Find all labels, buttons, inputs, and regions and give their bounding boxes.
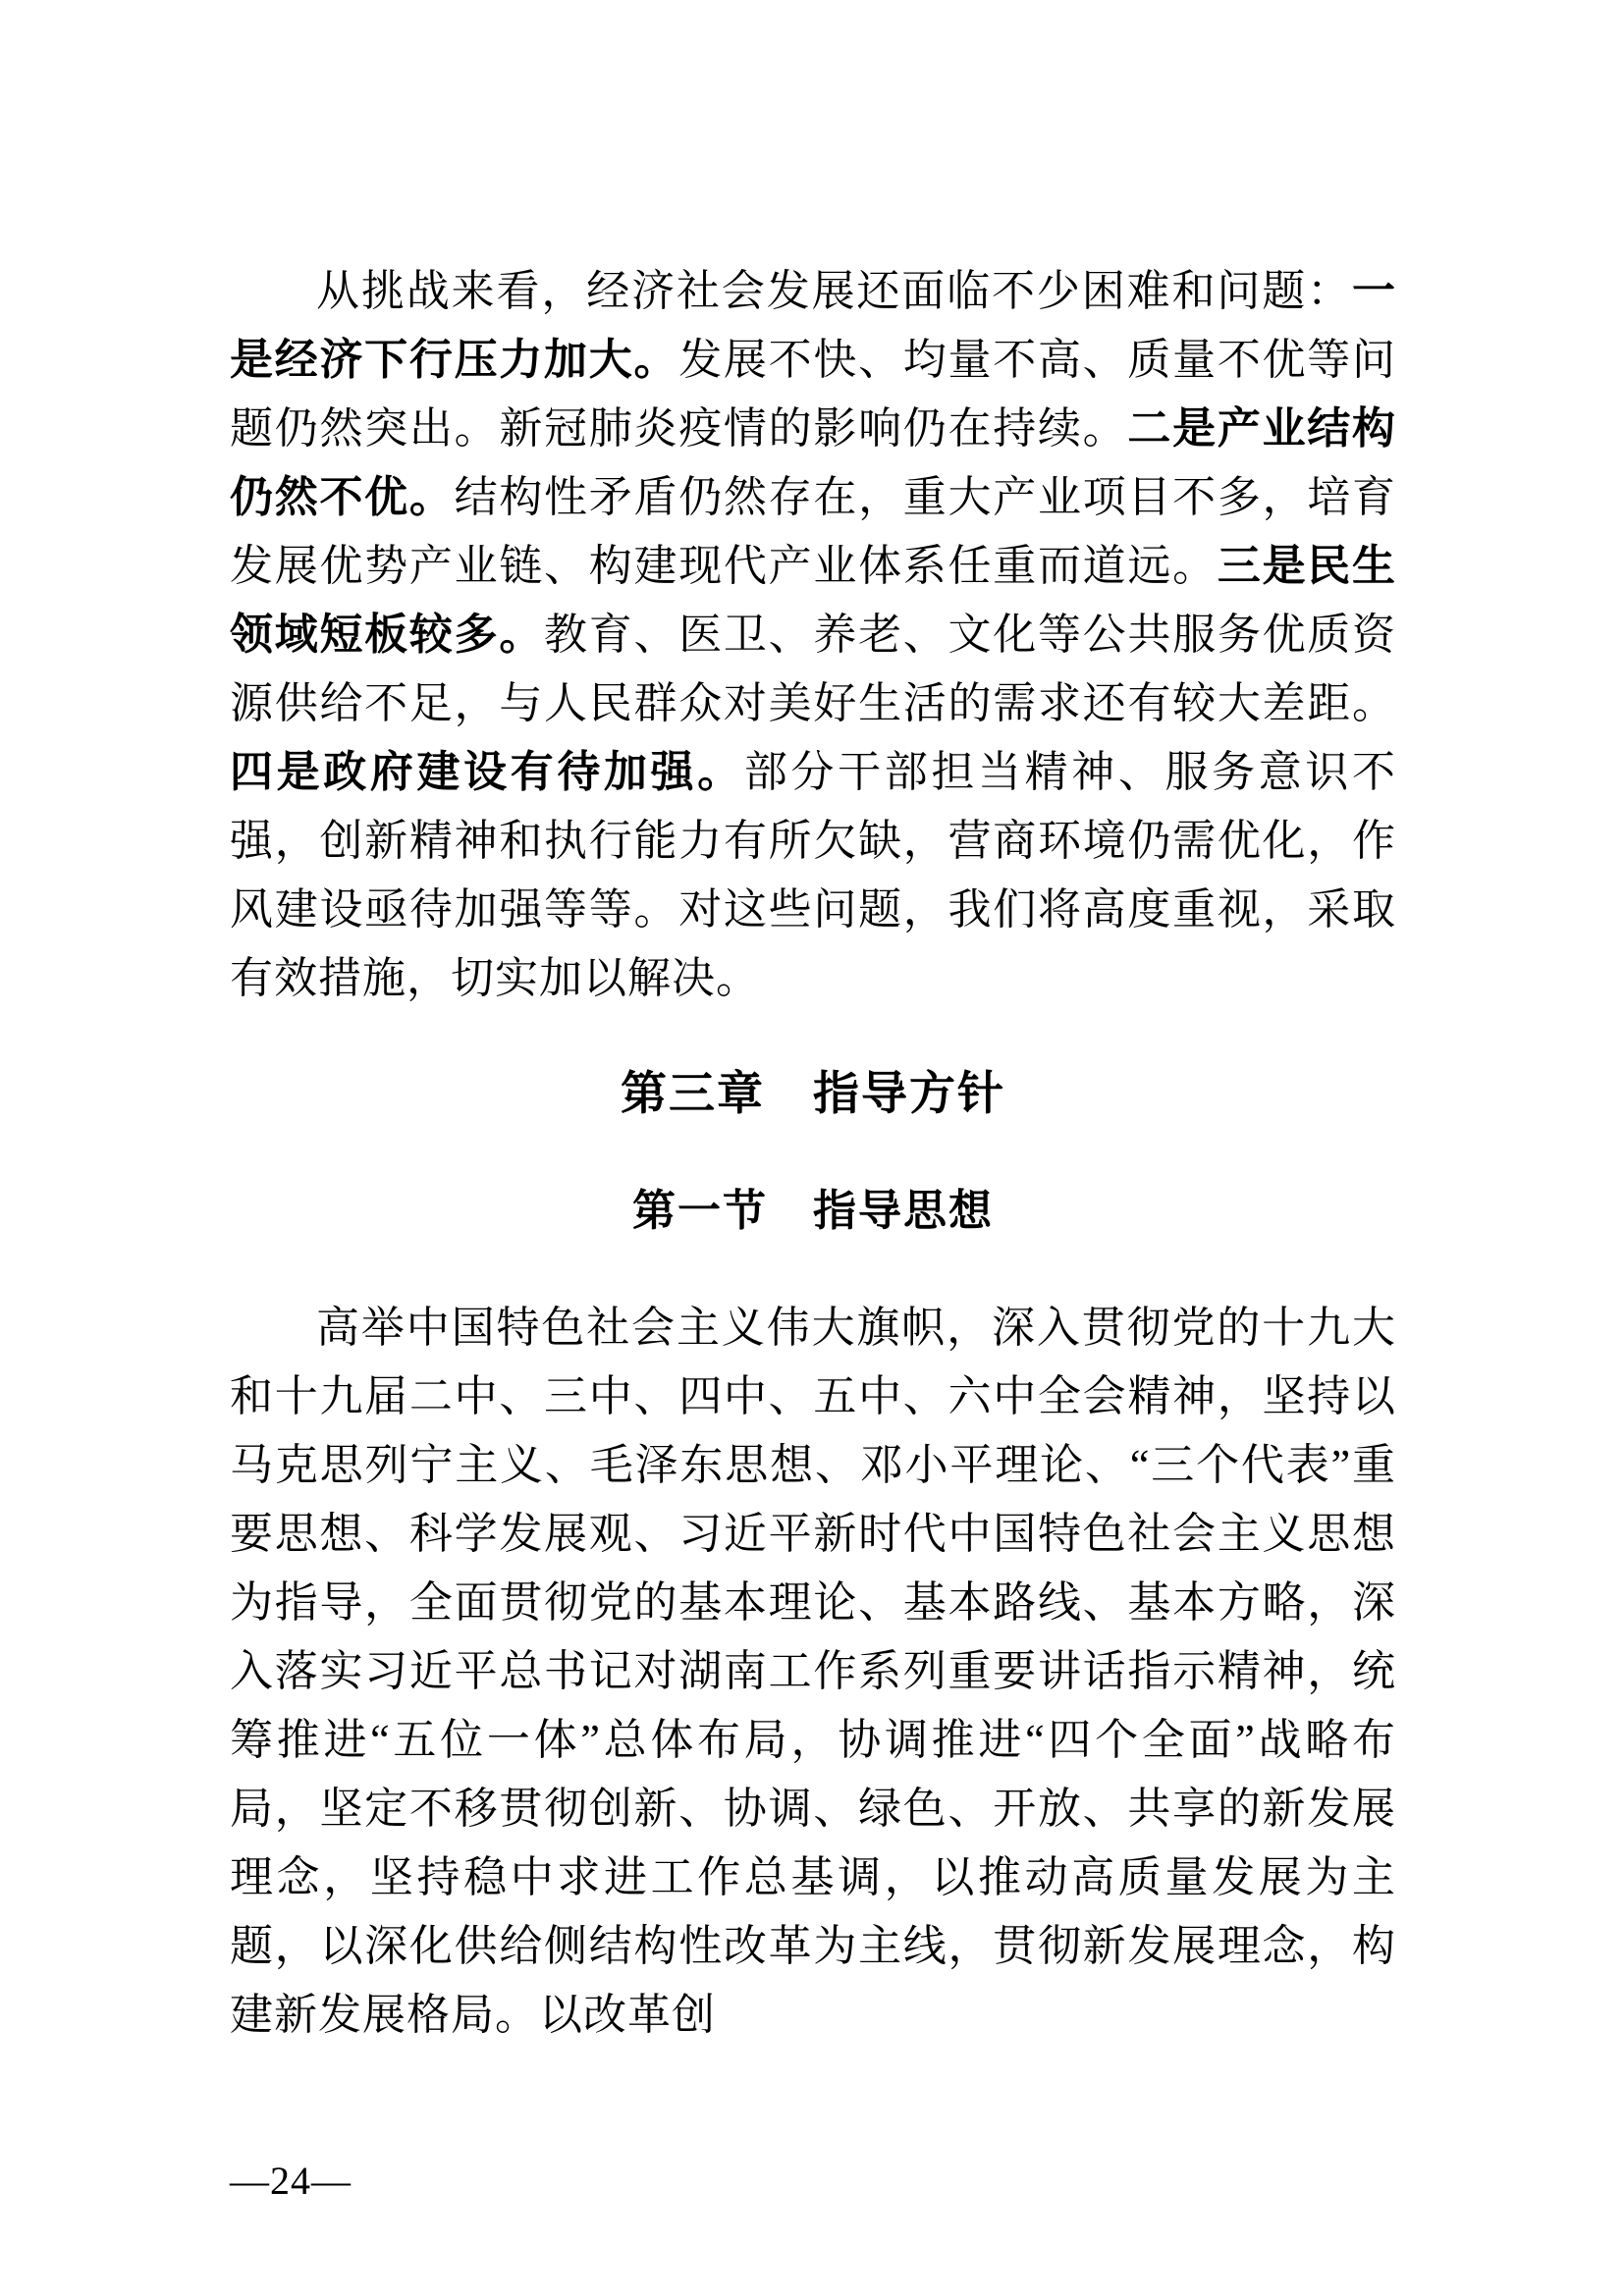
emphasis-run-industry-structure: 二是产业结构仍然不优。	[230, 404, 1397, 521]
emphasis-run-economic-pressure: 一是经济下行压力加大。	[230, 267, 1396, 384]
page-number: —24—	[230, 2159, 352, 2203]
section-heading: 第一节 指导思想	[632, 1187, 994, 1235]
emphasis-run-government-building: 四是政府建设有待加强。	[230, 748, 744, 796]
text-run: 发展不快、均量不高、质量不优等问题仍然突出。新冠肺炎疫情的影响仍在持续。	[230, 336, 1397, 453]
text-run: 从挑战来看，经济社会发展还面临不少困难和问题：	[316, 267, 1352, 315]
text-run: 部分干部担当精神、服务意识不强，创新精神和执行能力有所欠缺，营商环境仍需优化，作风建设亟待加强等等。对这些问题，我们将高度重视，采取有效措施，切实加以解决。	[230, 748, 1396, 1002]
paragraph-guiding-ideology: 高举中国特色社会主义伟大旗帜，深入贯彻党的十九大和十九届二中、三中、四中、五中、六中全会精神，坚持以马克思列宁主义、毛泽东思想、邓小平理论、“三个代表”重要思想、科学发展观、习近平新时代中国特色社会主义思想为指导，全面贯彻党的基本理论、基本路线、基本方略，深入落实习近平总书记对湖南工作系列重要讲话指示精神，统筹推进“五位一体”总体布局，协调推进“四个全面”战略布局，坚定不移贯彻创新、协调、绿色、开放、共享的新发展理念，坚持稳中求进工作总基调，以推动高质量发展为主题，以深化供给侧结构性改革为主线，贯彻新发展理念，构建新发展格局。以改革创	[230, 1304, 1396, 2039]
text-run: 结构性矛盾仍然存在，重大产业项目不多，培育发展优势产业链、构建现代产业体系任重而道远。	[230, 473, 1397, 590]
text-run: 教育、医卫、养老、文化等公共服务优质资源供给不足，与人民群众对美好生活的需求还有较大差距。	[230, 611, 1397, 727]
emphasis-run-livelihood-shortboard: 三是民生领域短板较多。	[230, 542, 1397, 659]
paragraph-challenges	[230, 257, 1396, 1013]
chapter-heading: 第三章 指导方针	[621, 1067, 1005, 1119]
